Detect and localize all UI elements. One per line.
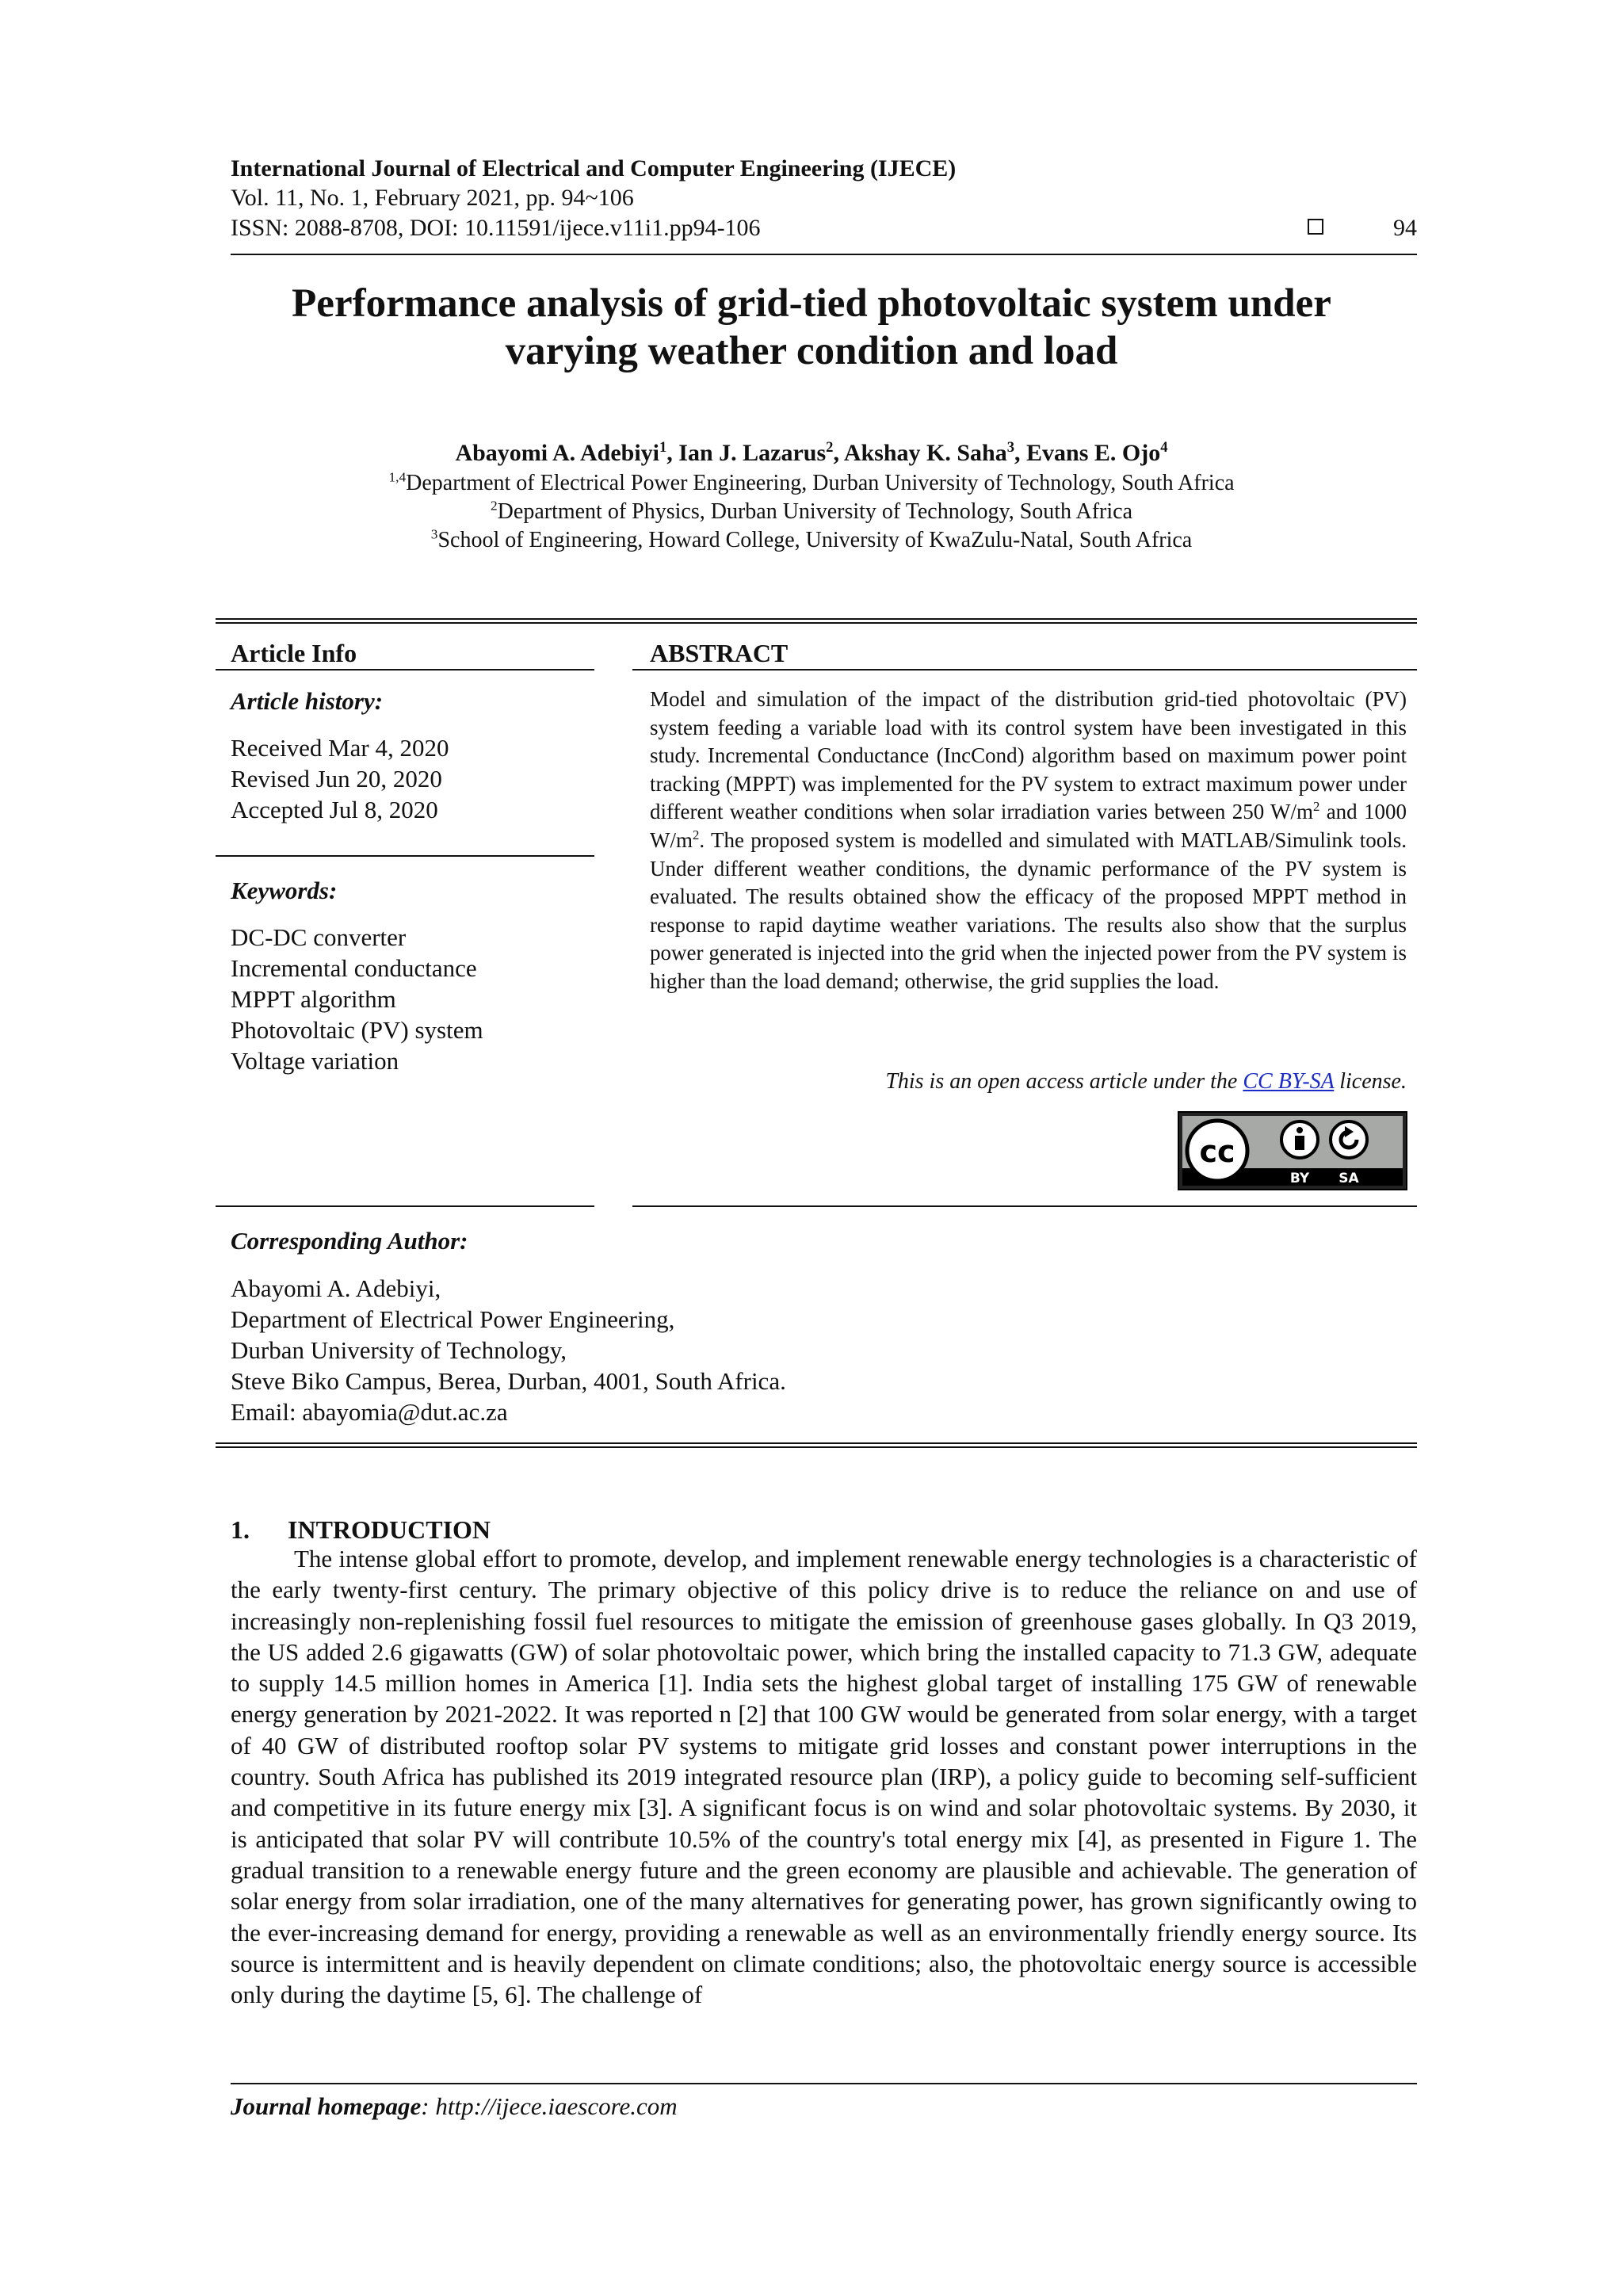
received-date: Received Mar 4, 2020 [231,734,449,762]
affiliation-mark: 3 [430,526,438,542]
abstract-text: Model and simulation of the impact of the distribution grid-tied photovoltaic (PV) system feeding a variable load with its control system have been investigated in this study. Incremental Conductance (IncCond) algorithm based on maximum power point tracking (MPPT) was implemented for the PV system to extract maximum power under different weather conditions when solar irradiation varies between 250 $W/m^2$ and 1000 $W/m^2$. The proposed system is modelled and simulated with MATLAB/Simulink tools. Under different weather conditions, the dynamic performance of the PV system is evaluated. The results obtained show the efficacy of the proposed MPPT method in response to rapid daytime weather variations. The results also show that the surplus power generated is injected into the grid when the injected power from the PV system is higher than the load demand; otherwise, the grid supplies the load. [650,687,1407,993]
info-bottom-rule-1 [216,1442,1417,1444]
header-rule [231,254,1417,255]
author-affil-mark: 3 [1006,439,1015,456]
square-bullet-icon [1308,219,1323,235]
introduction-body: The intense global effort to promote, develop, and implement renewable energy technologies is a characteristic of the early twenty-first century. The primary objective of this policy drive is to reduce the reliance on and use of increasingly non-replenishing fossil fuel resources to mitigate the emission of greenhouse gases globally. In Q3 2019, the US added 2.6 gigawatts (GW) of solar photovoltaic power, which bring the installed capacity to 71.3 GW, adequate to supply 14.5 million homes in America [1]. India sets the highest global target of installing 175 GW of renewable energy generation by 2021-2022. It was reported n [2] that 100 GW would be generated from solar energy, with a target of 40 GW of distributed rooftop solar PV systems to mitigate grid losses and constant power interruptions in the country. South Africa has published its 2019 integrated resource plan (IRP), a policy guide to becoming self-sufficient and competitive in its future energy mix [3]. A significant focus is on wind and solar photovoltaic systems. By 2030, it is anticipated that solar PV will contribute 10.5% of the country's total energy mix [4], as presented in Figure 1. The gradual transition to a renewable energy future and the green economy are plausible and achievable. The generation of solar energy from solar irradiation, one of the many alternatives for generating power, has grown significantly owing to the ever-increasing demand for energy, providing a renewable as well as an environmentally friendly energy source. Its source is intermittent and is heavily dependent on climate conditions; also, the photovoltaic energy source is accessible only during the daytime [5, 6]. The challenge of [231,1545,1417,2009]
sa-label: SA [1338,1171,1359,1186]
history-rule [216,855,594,857]
corresponding-name: Abayomi A. Adebiyi, [231,1274,441,1302]
keywords-heading: Keywords: [231,877,338,904]
page-number: 94 [1393,215,1417,241]
affiliation-text: Department of Electrical Power Engineering, Durban University of Technology, South Africa [406,471,1235,495]
author-name: Akshay K. Saha [843,440,1007,466]
author-affil-mark: 2 [826,439,834,456]
journal-issn-doi: ISSN: 2088-8708, DOI: 10.11591/ijece.v11i1.pp94-106 [231,215,761,241]
cc-by-sa-link[interactable]: CC BY-SA [1243,1069,1335,1094]
affiliation-mark: 2 [490,498,498,514]
article-history-heading: Article history: [231,687,384,715]
article-info-heading: Article Info [231,639,357,667]
abstract-bottom-rule [632,1205,1417,1207]
author-name: Evans E. Ojo [1026,440,1161,466]
license-statement: This is an open access article under the CC BY-SA license. [885,1069,1407,1094]
author-list: Abayomi A. Adebiyi$^1$, Ian J. Lazarus$^2$, Akshay K. Saha$^3$, Evans E. Ojo$^4$ [455,439,1168,466]
author-name: Ian J. Lazarus [678,440,827,466]
revised-date: Revised Jun 20, 2020 [231,765,442,793]
by-label: BY [1289,1171,1310,1186]
info-top-rule-2 [216,622,1417,624]
share-alike-icon [1331,1121,1367,1158]
journal-name: International Journal of Electrical and Computer Engineering (IJECE) [231,155,957,181]
cc-by-sa-badge [1178,1111,1407,1190]
affiliation [158,499,1465,525]
author-name: Abayomi A. Adebiyi [455,440,659,466]
affiliation [158,471,1465,496]
footer-rule [231,2083,1417,2084]
affiliation-text: School of Engineering, Howard College, University of KwaZulu-Natal, South Africa [437,528,1193,552]
journal-homepage: Journal homepage: http://ijece.iaescore.com [231,2092,678,2120]
author-affil-mark: 1 [659,439,667,456]
journal-homepage-url[interactable]: http://ijece.iaescore.com [435,2092,678,2120]
keyword: DC-DC converter [231,923,407,951]
keyword: MPPT algorithm [231,985,396,1013]
affiliation [158,528,1465,553]
cc-badge-graphic [1179,1113,1406,1189]
keyword: Voltage variation [231,1047,399,1075]
abstract-heading: ABSTRACT [650,639,789,667]
abstract-rule [632,669,1417,670]
corresponding-email: Email: abayomia@dut.ac.za [231,1398,508,1426]
affiliation-mark: 1,4 [388,469,407,485]
corresponding-university: Durban University of Technology, [231,1336,567,1364]
corresponding-address: Steve Biko Campus, Berea, Durban, 4001, South Africa. [231,1367,786,1395]
corresponding-department: Department of Electrical Power Engineering, [231,1305,675,1333]
info-bottom-rule-2 [216,1446,1417,1448]
corresponding-author-heading: Corresponding Author: [231,1227,468,1255]
accepted-date: Accepted Jul 8, 2020 [231,796,438,823]
info-top-rule-1 [216,618,1417,620]
introduction-heading: 1. INTRODUCTION [231,1515,491,1544]
keywords-rule [216,1205,594,1207]
cc-mark: cc [1199,1134,1235,1169]
author-affil-mark: 4 [1160,439,1168,456]
keyword: Photovoltaic (PV) system [231,1016,483,1044]
article-info-rule [216,669,594,670]
affiliation-text: Department of Physics, Durban University of Technology, South Africa [497,499,1133,524]
keyword: Incremental conductance [231,954,477,982]
paper-title [158,280,1465,375]
title-line-1: Performance analysis of grid-tied photovoltaic system under [292,281,1331,326]
journal-volume: Vol. 11, No. 1, February 2021, pp. 94~106 [231,185,634,211]
title-line-2: varying weather condition and load [505,329,1118,373]
